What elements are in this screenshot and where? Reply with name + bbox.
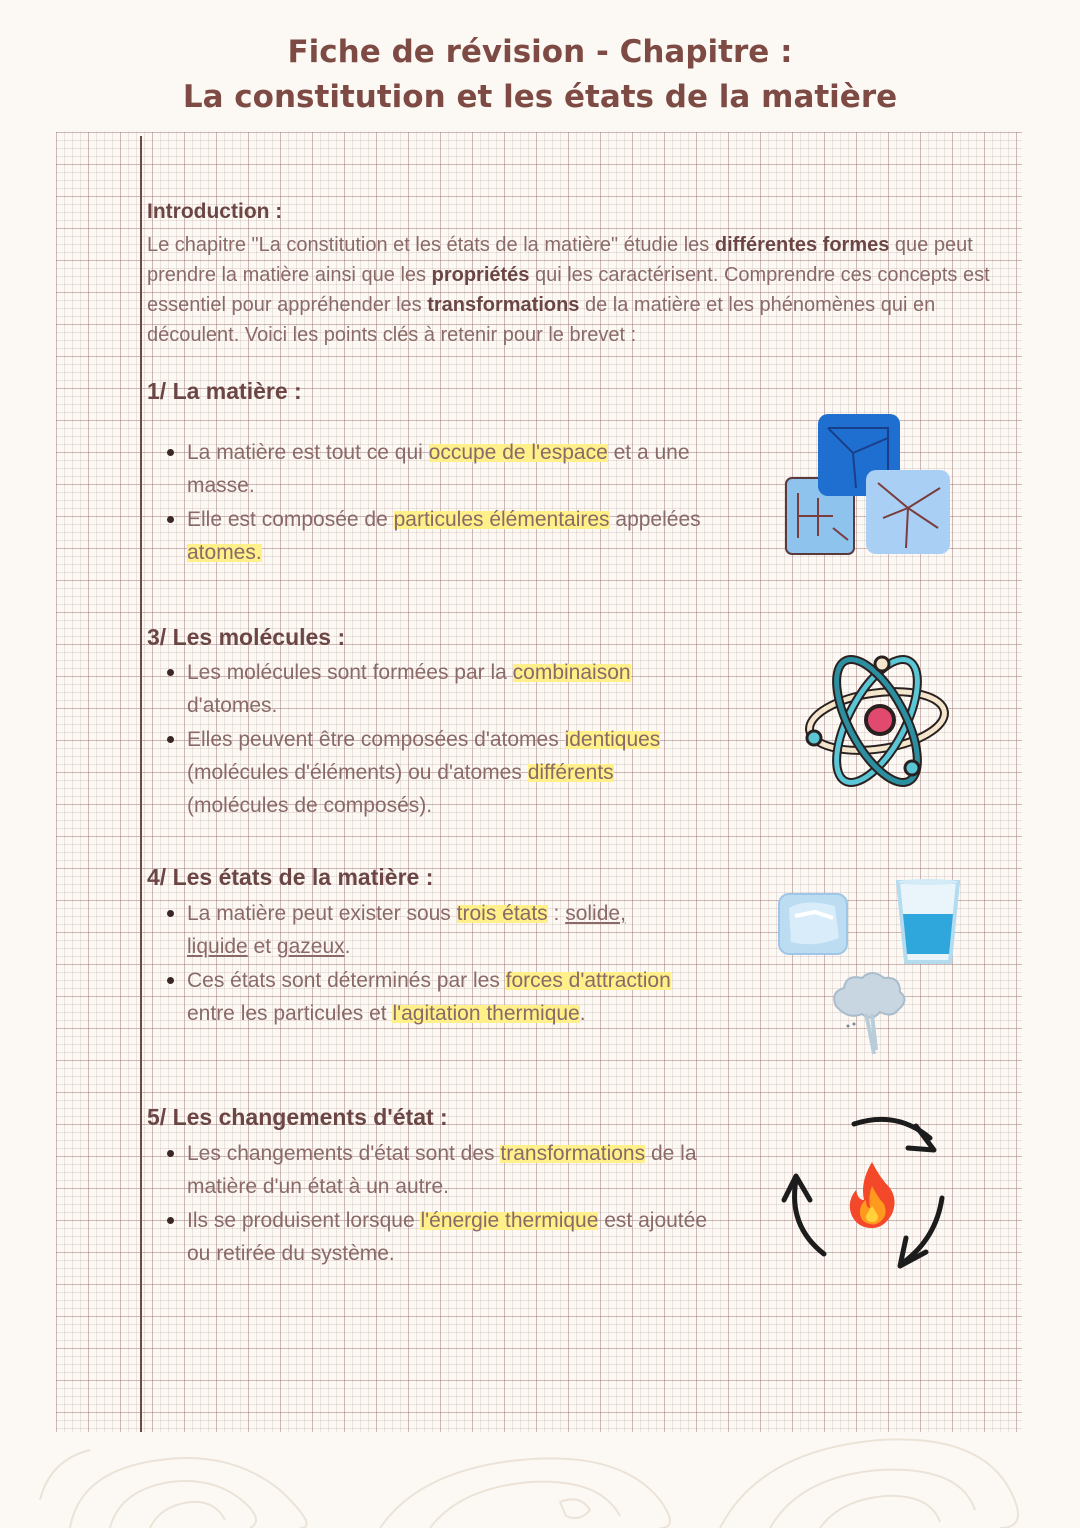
list-item <box>187 655 707 722</box>
section-5-heading: 5/ Les changements d'état : <box>147 1104 448 1130</box>
page-title <box>0 30 1080 120</box>
intro-paragraph <box>147 230 1022 350</box>
highlight: forces d'attraction <box>505 969 671 992</box>
list-item <box>187 1203 707 1270</box>
list-item <box>187 435 727 502</box>
list-item <box>187 896 687 963</box>
title-line-2: La constitution et les états de la matière <box>182 79 898 115</box>
highlight: occupe de l'espace <box>428 441 608 464</box>
list-item <box>187 963 687 1030</box>
intro-text-2: que peut prendre la matière ainsi que les <box>147 234 973 286</box>
steam-cloud-icon <box>826 966 910 1058</box>
list-item <box>187 722 707 822</box>
text: entre les particules et <box>187 1002 393 1025</box>
text: d'atomes. <box>187 694 278 717</box>
underline: gazeux <box>276 935 345 958</box>
text: (molécules de composés). <box>187 794 433 817</box>
text: La matière est tout ce qui <box>187 441 429 464</box>
text: Les changements d'état sont des <box>187 1142 501 1165</box>
section-3-list <box>161 655 707 822</box>
text: de la matière d'un état à un autre. <box>187 1142 697 1198</box>
ice-cubes-icon <box>778 408 958 563</box>
text: . <box>344 935 351 958</box>
section-3-heading: 3/ Les molécules : <box>147 624 346 650</box>
text: : <box>547 902 566 925</box>
highlight: transformations <box>500 1142 646 1165</box>
highlight: atomes. <box>187 541 262 564</box>
intro-bold-3: transformations <box>427 294 580 316</box>
list-item <box>187 502 727 569</box>
flame-icon <box>846 1160 898 1230</box>
section-5-list <box>161 1136 707 1270</box>
topographic-decoration <box>0 1430 1080 1528</box>
section-4-heading: 4/ Les états de la matière : <box>147 864 434 890</box>
highlight: combinaison <box>512 661 631 684</box>
text: et a une masse. <box>187 441 690 497</box>
intro-heading: Introduction : <box>147 200 283 223</box>
highlight: particules élémentaires <box>393 508 610 531</box>
highlight: identiques <box>564 728 661 751</box>
text: Elle est composée de <box>187 508 394 531</box>
section-1-heading: 1/ La matière : <box>147 378 302 404</box>
intro-bold-2: propriétés <box>431 264 530 286</box>
title-line-1: Fiche de révision - Chapitre : <box>287 34 793 70</box>
underline: solide, <box>565 902 626 925</box>
text: Elles peuvent être composées d'atomes <box>187 728 565 751</box>
highlight: trois états <box>456 902 548 925</box>
text: Les molécules sont formées par la <box>187 661 513 684</box>
intro-text-1: Le chapitre "La constitution et les états de la matière" étudie les <box>147 234 715 256</box>
intro-bold-1: différentes formes <box>714 234 890 256</box>
ice-cube-icon <box>775 888 853 960</box>
water-glass-icon <box>892 876 964 968</box>
text: est ajoutée ou retirée du système. <box>187 1209 708 1265</box>
underline: liquide <box>187 935 248 958</box>
section-1-list <box>161 435 727 569</box>
atom-icon <box>800 646 955 796</box>
text: appelées <box>609 508 701 531</box>
text: (molécules d'éléments) ou d'atomes <box>187 761 528 784</box>
intro-text-4: de la matière et les phénomènes qui en découlent. Voici les points clés à retenir pour le brevet : <box>147 294 936 346</box>
highlight: différents <box>527 761 614 784</box>
section-4-list <box>161 896 687 1030</box>
text: Ces états sont déterminés par les <box>187 969 506 992</box>
highlight: l'énergie thermique <box>420 1209 599 1232</box>
text: Ils se produisent lorsque <box>187 1209 421 1232</box>
text: . <box>579 1002 586 1025</box>
list-item <box>187 1136 707 1203</box>
text: et <box>247 935 277 958</box>
text: La matière peut exister sous <box>187 902 457 925</box>
margin-line <box>140 136 142 1432</box>
intro-text-3: qui les caractérisent. Comprendre ces concepts est essentiel pour appréhender les <box>147 264 990 316</box>
highlight: l'agitation thermique <box>392 1002 580 1025</box>
